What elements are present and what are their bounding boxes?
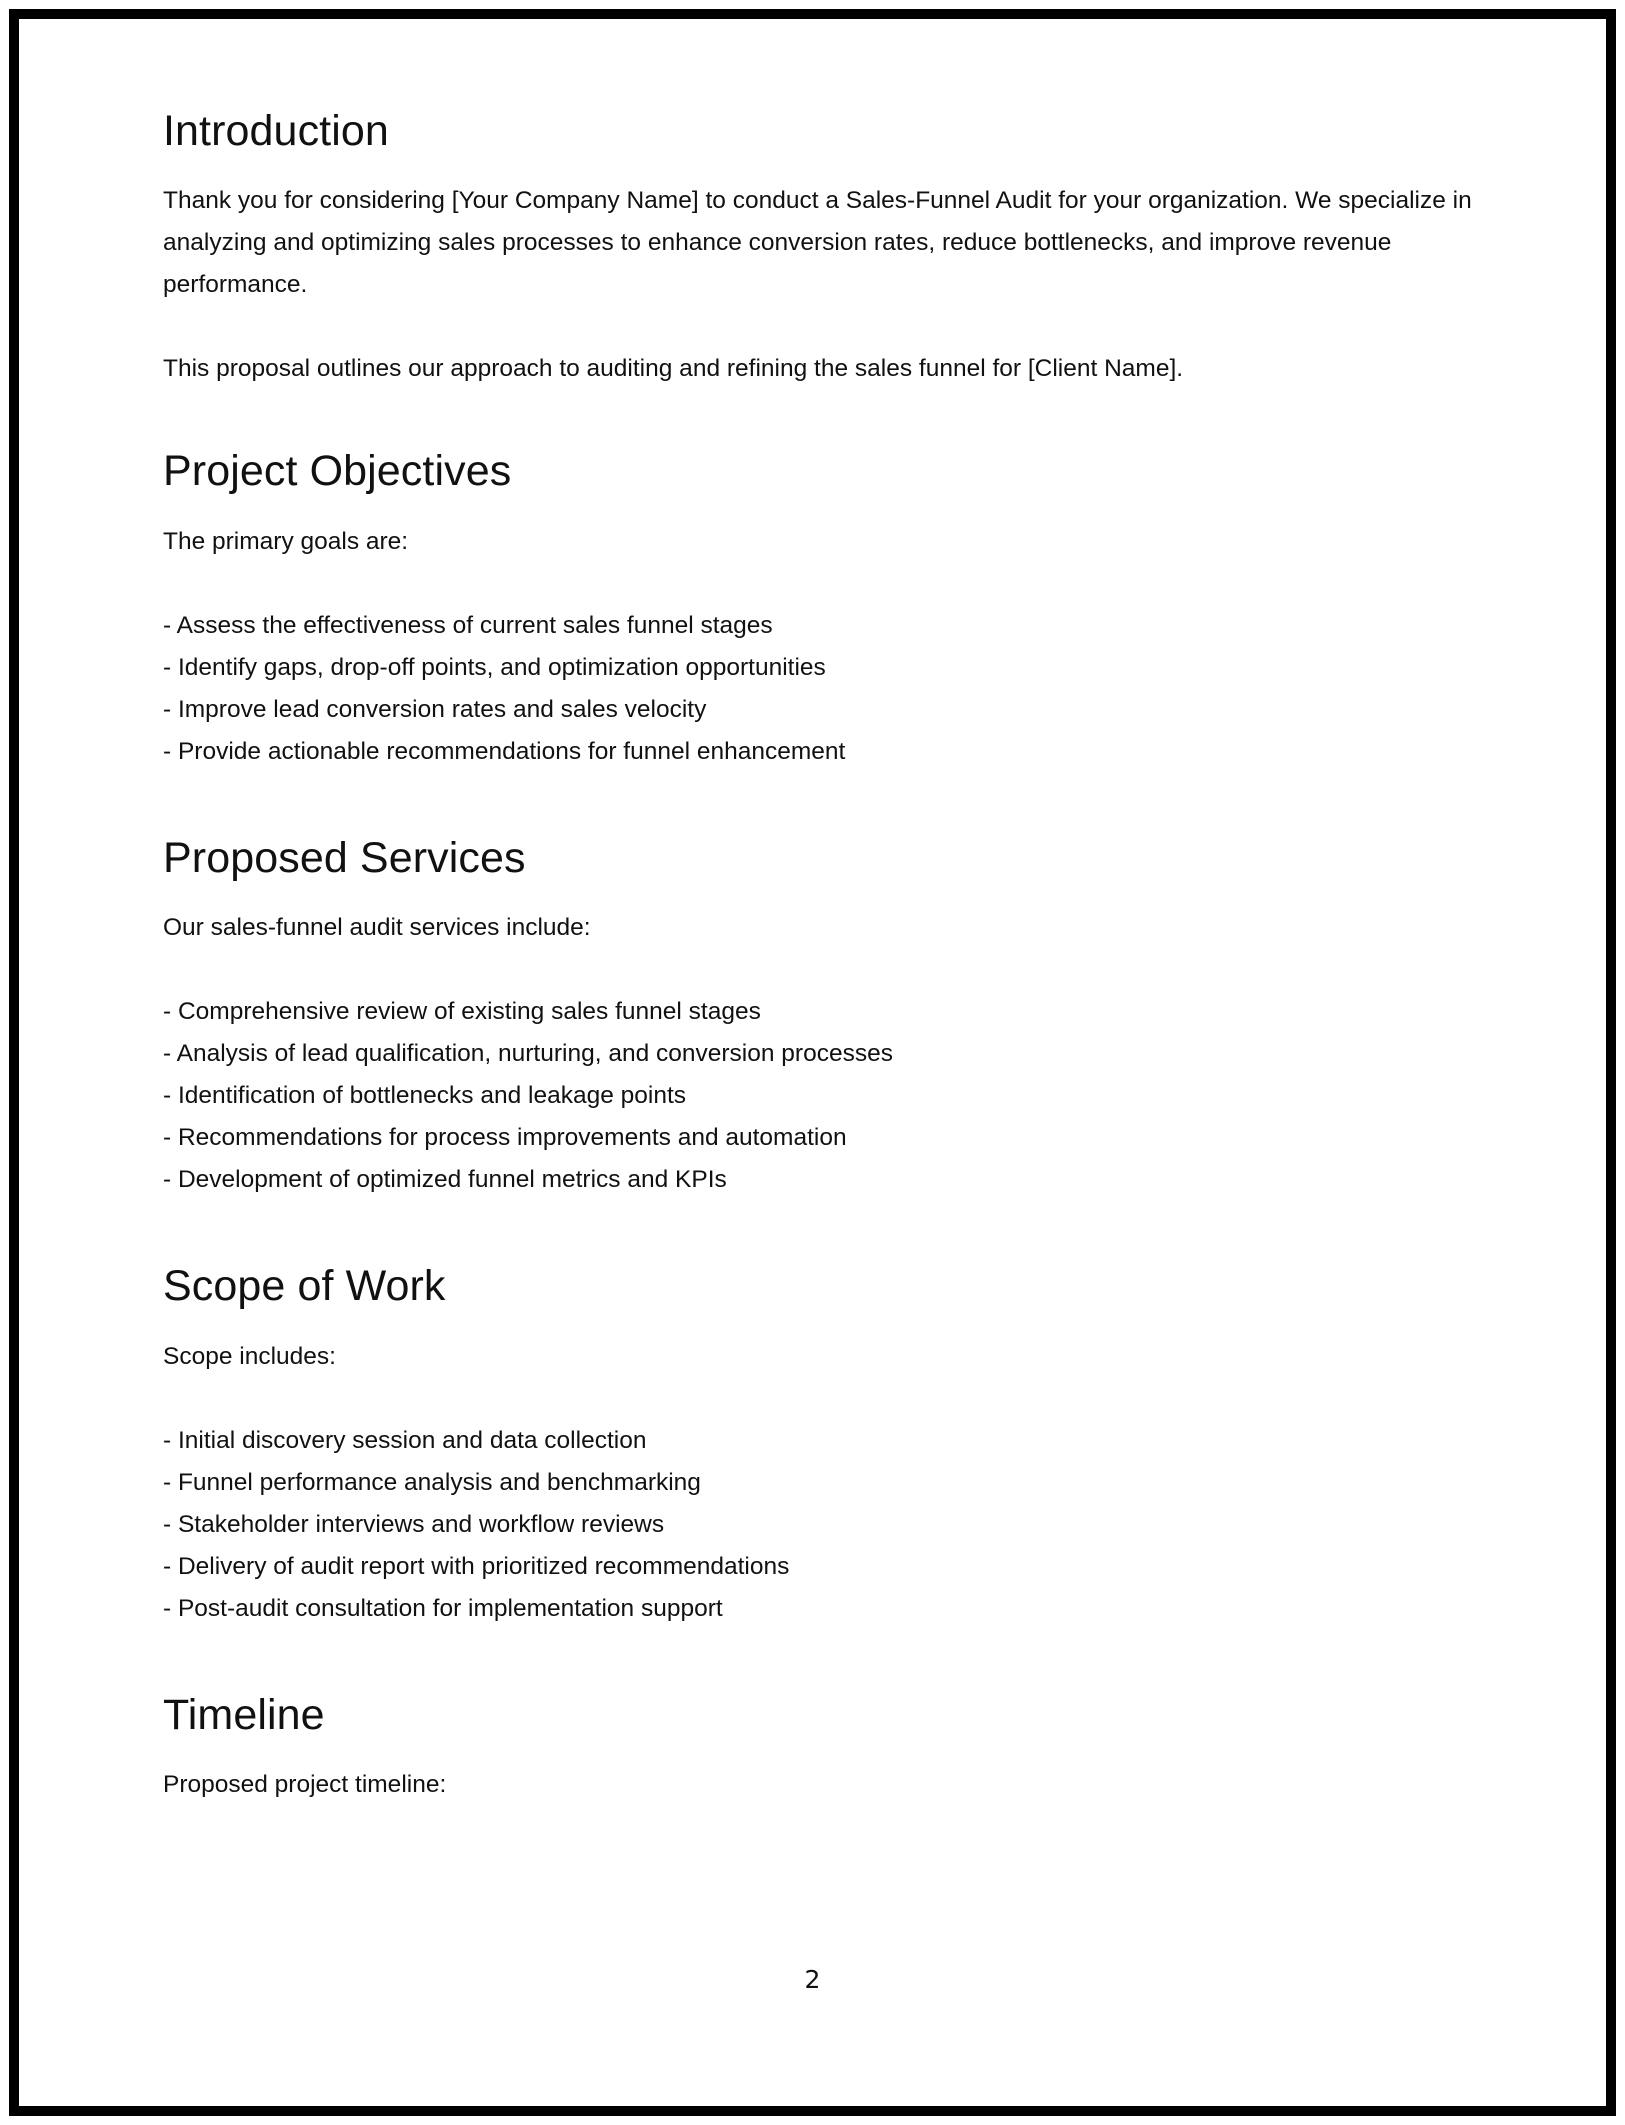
list-proposed-services: [163, 991, 1483, 1201]
list-item: - Identification of bottlenecks and leakage points: [163, 1082, 687, 1110]
spacer: [163, 495, 1483, 521]
spacer: [163, 1738, 1483, 1764]
list-item: - Post-audit consultation for implementation support: [163, 1594, 723, 1622]
paragraph-project-objectives-intro: The primary goals are:: [163, 527, 409, 555]
spacer: [163, 154, 1483, 180]
list-scope-of-work: [163, 1420, 1483, 1630]
section-scope-of-work: [163, 1263, 1483, 1629]
heading-project-objectives: Project Objectives: [163, 447, 512, 496]
heading-introduction: Introduction: [163, 107, 389, 155]
section-introduction: [163, 108, 1483, 390]
list-item: - Stakeholder interviews and workflow reviews: [163, 1510, 665, 1538]
paragraph-timeline-intro: Proposed project timeline:: [163, 1771, 447, 1799]
paragraph-introduction-2: This proposal outlines our approach to auditing and refining the sales funnel for [Client Name].: [163, 355, 1184, 383]
spacer: [163, 306, 1483, 348]
spacer: [163, 1310, 1483, 1336]
heading-scope-of-work: Scope of Work: [163, 1262, 446, 1311]
spacer: [163, 949, 1483, 991]
list-item: - Funnel performance analysis and benchmarking: [163, 1468, 701, 1496]
list-item: - Identify gaps, drop-off points, and optimization opportunities: [163, 653, 826, 681]
list-project-objectives: [163, 605, 1483, 773]
list-item: - Improve lead conversion rates and sales velocity: [163, 695, 707, 723]
list-item: - Recommendations for process improvements and automation: [163, 1124, 847, 1152]
list-item: - Initial discovery session and data collection: [163, 1426, 647, 1454]
spacer: [163, 563, 1483, 605]
section-timeline: [163, 1692, 1483, 1806]
document-body: [163, 108, 1483, 1806]
list-item: - Provide actionable recommendations for funnel enhancement: [163, 737, 846, 765]
paragraph-proposed-services-intro: Our sales-funnel audit services include:: [163, 914, 591, 942]
spacer: [163, 1378, 1483, 1420]
page-number: 2: [804, 1965, 821, 1994]
heading-timeline: Timeline: [163, 1690, 325, 1739]
list-item: - Development of optimized funnel metrics and KPIs: [163, 1166, 727, 1194]
section-proposed-services: [163, 835, 1483, 1201]
paragraph-introduction-1: Thank you for considering [Your Company Name] to conduct a Sales-Funnel Audit for your organization. We specialize in analyzing and optimizing sales processes to enhance conversion rates, reduce bottlenecks, and improve revenue performance.: [163, 187, 1472, 299]
list-item: - Delivery of audit report with prioritized recommendations: [163, 1552, 790, 1580]
paragraph-scope-of-work-intro: Scope includes:: [163, 1342, 336, 1370]
list-item: - Assess the effectiveness of current sales funnel stages: [163, 611, 773, 639]
spacer: [163, 881, 1483, 907]
list-item: - Comprehensive review of existing sales funnel stages: [163, 998, 761, 1026]
list-item: - Analysis of lead qualification, nurturing, and conversion processes: [163, 1040, 893, 1068]
section-project-objectives: [163, 448, 1483, 772]
heading-proposed-services: Proposed Services: [163, 833, 526, 882]
